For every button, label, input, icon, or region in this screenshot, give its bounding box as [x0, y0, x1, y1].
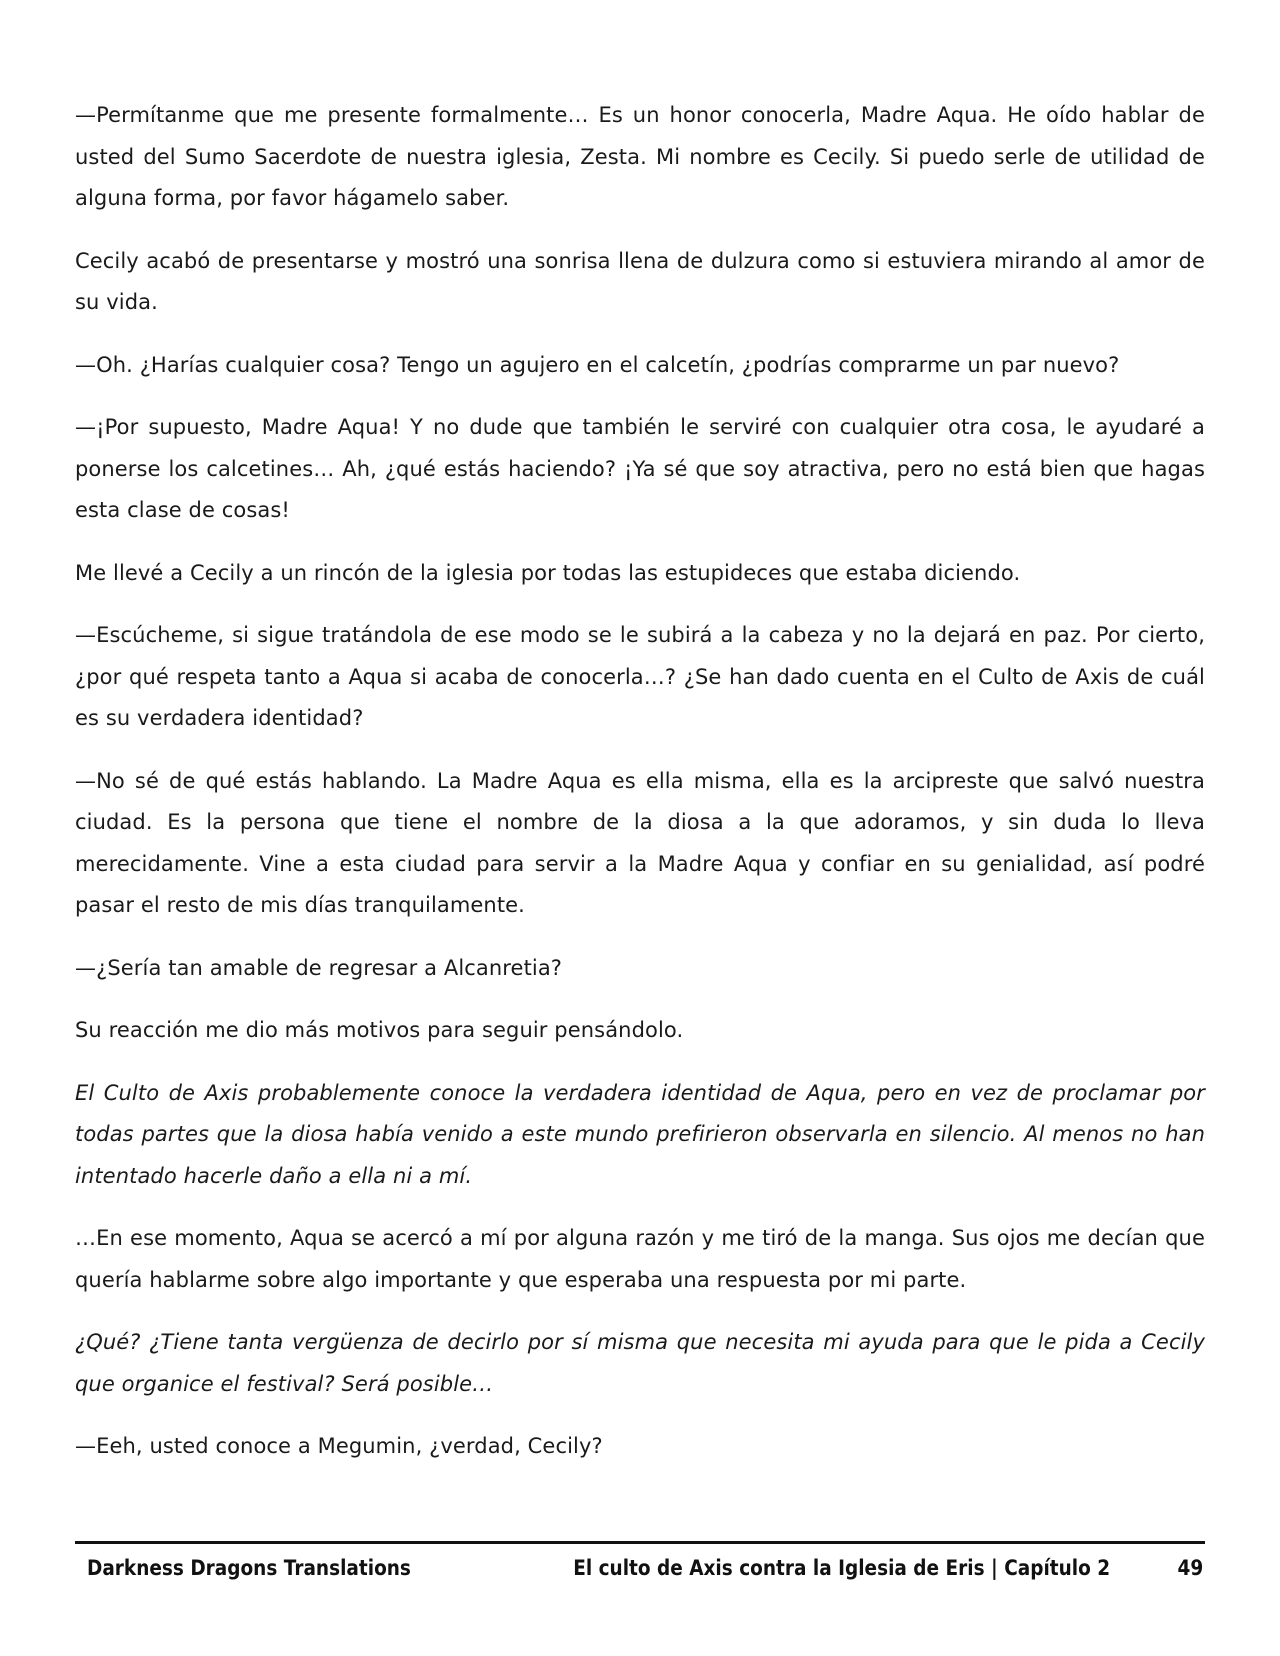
paragraph: —No sé de qué estás hablando. La Madre Aqua es ella misma, ella es la arcipreste que salvó nuestra ciudad. Es la persona que tiene el nombre de la diosa a la que adoramos, y sin duda lo lleva merecidamente. Vine a esta ciudad para servir a la Madre Aqua y confiar en su genialidad, así podré pasar el resto de mis días tranquilamente. [75, 768, 1205, 917]
paragraph: —Eeh, usted conoce a Megumin, ¿verdad, Cecily? [75, 1434, 603, 1458]
paragraph: Su reacción me dio más motivos para seguir pensándolo. [75, 1018, 684, 1042]
body-text [75, 95, 1205, 1489]
paragraph: Me llevé a Cecily a un rincón de la iglesia por todas las estupideces que estaba diciendo. [75, 560, 1021, 585]
footer-chapter-title: El culto de Axis contra la Iglesia de Eris | Capítulo 2 [573, 1556, 1110, 1580]
paragraph: …En ese momento, Aqua se acercó a mí por alguna razón y me tiró de la manga. Sus ojos me decían que quería hablarme sobre algo importante y que esperaba una respuesta por mi parte. [75, 1226, 1205, 1292]
paragraph: Cecily acabó de presentarse y mostró una sonrisa llena de dulzura como si estuviera mirando al amor de su vida. [75, 248, 1205, 314]
paragraph: —¡Por supuesto, Madre Aqua! Y no dude que también le serviré con cualquier otra cosa, le ayudaré a ponerse los calcetines… Ah, ¿qué estás haciendo? ¡Ya sé que soy atractiva, pero no está bien que hagas esta clase de cosas! [75, 415, 1205, 522]
footer-publisher: Darkness Dragons Translations [87, 1556, 411, 1580]
paragraph: —Escúcheme, si sigue tratándola de ese modo se le subirá a la cabeza y no la dejará en paz. Por cierto, ¿por qué respeta tanto a Aqua si acaba de conocerla…? ¿Se han dado cuenta en el Culto de Axis de cuál es su verdadera identidad? [75, 623, 1205, 730]
paragraph: —¿Sería tan amable de regresar a Alcanretia? [75, 955, 563, 980]
paragraph-italic: El Culto de Axis probablemente conoce la verdadera identidad de Aqua, pero en vez de proclamar por todas partes que la diosa había venido a este mundo prefirieron observarla en silencio. Al menos no han intentado hacerle daño a ella ni a mí. [75, 1080, 1205, 1188]
paragraph: —Permítanme que me presente formalmente… Es un honor conocerla, Madre Aqua. He oído hablar de usted del Sumo Sacerdote de nuestra iglesia, Zesta. Mi nombre es Cecily. Si puedo serle de utilidad de alguna forma, por favor hágamelo saber. [75, 103, 1205, 210]
page-footer [75, 1541, 1205, 1594]
paragraph: —Oh. ¿Harías cualquier cosa? Tengo un agujero en el calcetín, ¿podrías comprarme un par nuevo? [75, 352, 1120, 377]
paragraph-italic: ¿Qué? ¿Tiene tanta vergüenza de decirlo por sí misma que necesita mi ayuda para que le pida a Cecily que organice el festival? Será posible… [75, 1330, 1205, 1396]
page-number: 49 [1177, 1556, 1203, 1580]
